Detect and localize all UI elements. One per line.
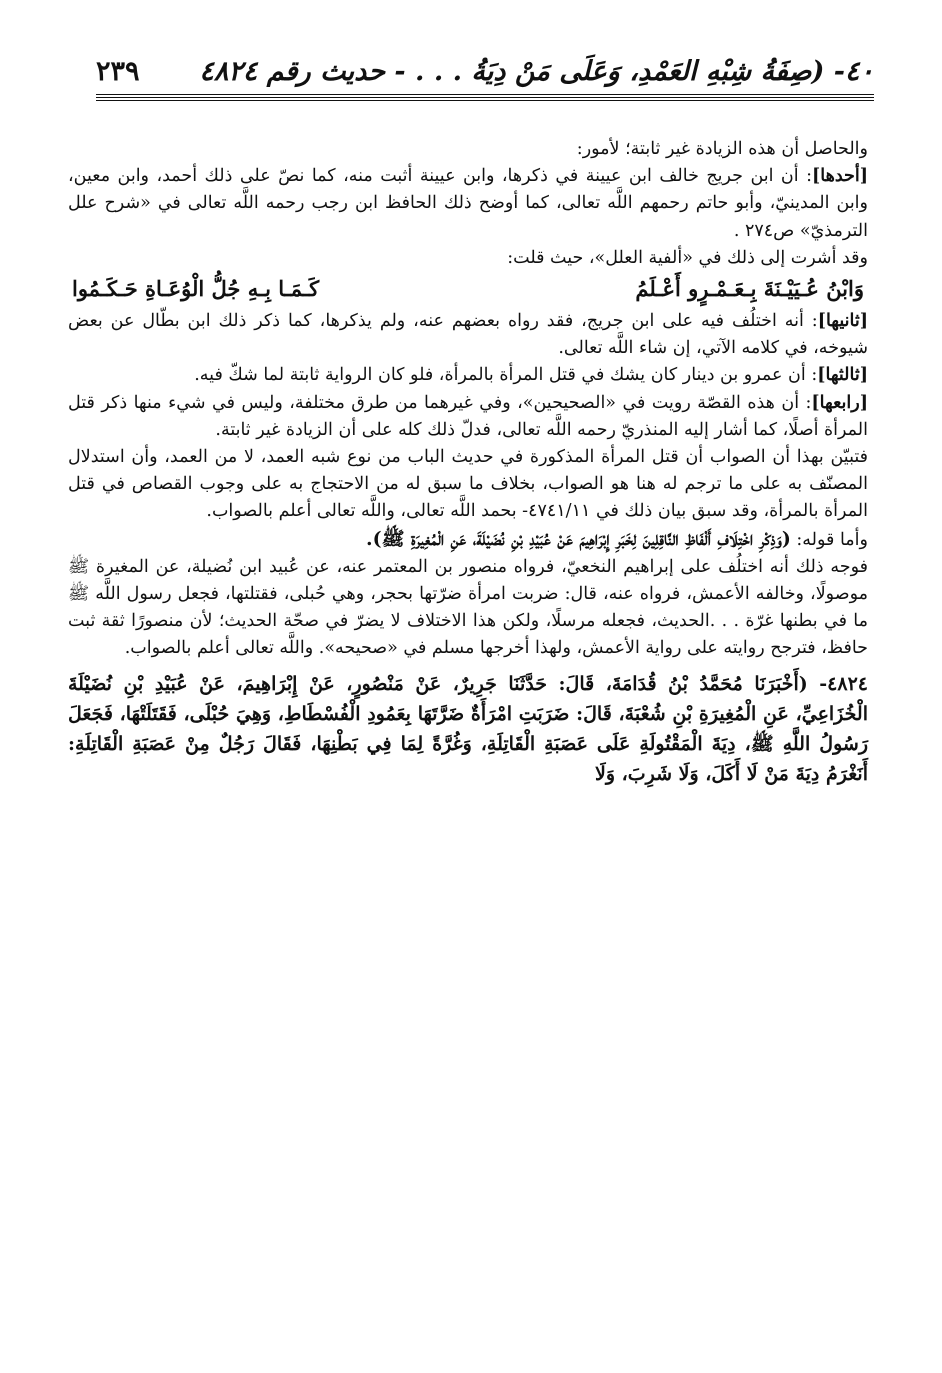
hadith-4824: ٤٨٢٤- (أَخْبَرَنَا مُحَمَّدُ بْنُ قُدَامَةَ، قَالَ: حَدَّثَنَا جَرِيرٌ، عَنْ مَنْصُورٍ، عَنْ إِبْرَاهِيمَ، عَنْ عُبَيْدِ بْنِ نُضَيْلَةَ الْخُزَاعِيِّ، عَنِ الْمُغِيرَةِ بْنِ شُعْبَةَ، قَالَ: ضَرَبَتِ امْرَأَةٌ ضَرَّتَهَا بِعَمُودِ الْفُسْطَاطِ، وَهِيَ حُبْلَى، فَقَتَلَتْهَا، فَجَعَلَ رَسُولُ اللَّهِ ﷺ، دِيَةَ الْمَقْتُولَةِ عَلَى عَصَبَةِ الْقَاتِلَةِ، وَغُرَّةً لِمَا فِي بَطْنِهَا، فَقَالَ رَجُلٌ مِنْ عَصَبَةِ الْقَاتِلَةِ: أَنَغْرَمُ دِيَةَ مَنْ لَا أَكَلَ، وَلَا شَرِبَ، وَلَا: [68, 672, 868, 785]
paragraph-chapter-quote: [68, 526, 868, 554]
main-text: [68, 136, 868, 808]
text-fourth: : أن هذه القصّة رويت في «الصحيحين»، وفي غيرهما من طرق مختلفة، وليس في شيء منها ذكر قتل المرأة أصلًا، كما أشار إليه المنذريّ رحمه اللَّه تعالى، فدلّ ذلك كله على أن الزيادة غير ثابتة.: [68, 392, 868, 440]
paragraph-summary: والحاصل أن هذه الزيادة غير ثابتة؛ لأمور:: [576, 139, 868, 159]
page-number: ٢٣٩: [96, 56, 140, 87]
paragraph-third-reason: [68, 362, 868, 389]
header-double-rule: [96, 94, 874, 98]
header-rule: [96, 100, 874, 101]
page-header: [96, 52, 874, 104]
label-third: [ثالثها]: [817, 365, 868, 386]
paragraph-fourth-reason: [68, 390, 868, 444]
verse-first-hemistich: وَابْنُ عُـيَيْـنَةَ بِـعَـمْـرٍو أَعْـلَمُ: [635, 276, 864, 302]
quote-prefix: وأما قوله:: [790, 529, 868, 550]
text-third: : أن عمرو بن دينار كان يشك في قتل المرأة بالمرأة، فلو كان الرواية ثابتة لما شكّ فيه.: [194, 365, 818, 386]
paragraph-alfiya-intro: وقد أشرت إلى ذلك في «ألفية العلل»، حيث قلت:: [507, 247, 868, 268]
text-first: : أن ابن جريج خالف ابن عيينة في ذكرها، وابن عيينة أثبت منه، كما نصّ على ذلك أحمد، وابن معين، وابن المدينيّ، وأبو حاتم رحمهم اللَّه تعالى، كما أوضح ذلك الحافظ ابن رجب رحمه اللَّه تعالى في «شرح علل الترمذيّ» ص٢٧٤ .: [68, 166, 868, 241]
label-first: [أحدها]: [812, 166, 868, 187]
running-title: ٤٠- (صِفَةُ شِبْهِ العَمْدِ، وَعَلَى مَنْ دِيَةُ . . . - حديث رقم ٤٨٢٤: [199, 56, 874, 87]
label-fourth: [رابعها]: [811, 392, 868, 413]
paragraph-second-reason: [68, 308, 868, 362]
verse-second-hemistich: كَـمَـا بِـهِ جُلُّ الْوُعَـاةِ حَـكَـمُوا: [72, 276, 320, 302]
label-second: [ثانيها]: [817, 311, 868, 332]
text-second: : أنه اختلُف فيه على ابن جريج، فقد رواه بعضهم عنه، ولم يذكرها، كما ذكر ذلك ابن بطّال عن بعض شيوخه، في كلامه الآتي، إن شاء اللَّه تعالى.: [68, 311, 868, 359]
quote-chapter-title: (وَذِكْرِ اخْتِلَافِ أَلْفَاظِ النَّاقِلِينَ لِخَبَرِ إِبْرَاهِيمَ عَنْ عُبَيْدِ بْنِ نُضَيْلَةَ، عَنِ الْمُغِيرَةِ ﷺ).: [366, 527, 791, 550]
paragraph-isnad-discussion: فوجه ذلك أنه اختلُف على إبراهيم النخعيّ، فرواه منصور بن المعتمر عنه، عن عُبيد ابن نُضيلة، عن المغيرة ﷺ موصولًا، وخالفه الأعمش، فرواه عنه، قال: ضربت امرأة ضرّتها بحجر، وهي حُبلى، فقتلتها، فجعل رسول اللَّه ﷺ ما في بطنها غرّة . . .الحديث، فجعله مرسلًا، ولكن هذا الاختلاف لا يضرّ في صحّة الحديث؛ لأن منصورًا ثقة ثبت حافظ، فترجح روايته على رواية الأعمش، ولهذا أخرجها مسلم في «صحيحه». واللَّه تعالى أعلم بالصواب.: [68, 556, 868, 659]
paragraph-conclusion: فتبيّن بهذا أن الصواب أن قتل المرأة المذكورة في حديث الباب من نوع شبه العمد، لا من العمد، وأن استدلال المصنّف به على ما ترجم له هنا هو الصواب، بخلاف ما سبق له من الاحتجاج به على وجوب القصاص في قتل المرأة بالمرأة، وقد سبق بيان ذلك في ٤٧٤١/١١- بحمد اللَّه تعالى، واللَّه تعالى أعلم بالصواب.: [68, 447, 868, 522]
poetry-verse: [68, 272, 868, 308]
paragraph-first-reason: [68, 163, 868, 245]
